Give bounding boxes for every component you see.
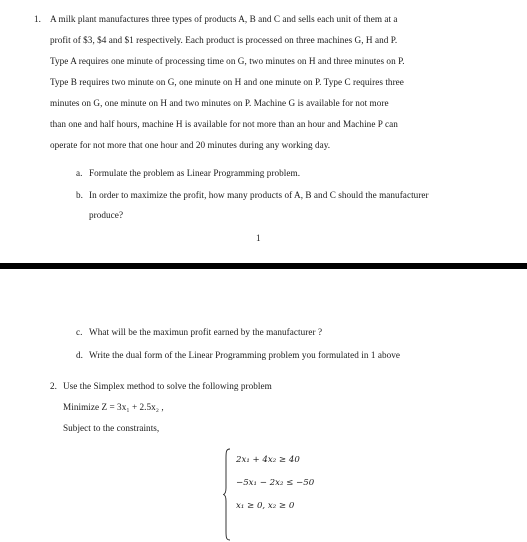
part-label: c. [76,327,83,337]
page-number: 1 [256,233,261,243]
non-negativity: x₁ ≥ 0, x₂ ≥ 0 [236,501,295,511]
part-c-text: What will be the maximun profit earned by the manufacturer ? [89,327,323,337]
problem-line: minutes on G, one minute on H and two minutes on P. Machine G is available for not more [50,98,389,108]
objective-function: Minimize Z = 3x₁ + 2.5x₂ , [63,402,164,412]
problem-line: Type B requires two minute on G, one minute on H and one minute on P. Type C requires three [50,77,404,87]
problem-line: profit of $3, $4 and $1 respectively. Each product is processed on three machines G, H and P. [50,35,398,45]
question-number: 1. [34,14,41,24]
q2-intro: Use the Simplex method to solve the following problem [63,381,272,391]
constraints-heading: Subject to the constraints, [63,423,160,433]
part-d-text: Write the dual form of the Linear Programming problem you formulated in 1 above [89,350,401,360]
part-a-text: Formulate the problem as Linear Programming problem. [89,168,301,178]
question-number: 2. [50,381,57,391]
part-b-text: produce? [89,210,124,220]
part-b-text: In order to maximize the profit, how many products of A, B and C should the manufacturer [89,190,429,200]
part-label: a. [76,168,83,178]
problem-line: operate for not more that one hour and 20 minutes during any working day. [50,140,331,150]
problem-line: A milk plant manufactures three types of products A, B and C and sells each unit of them at a [50,14,398,24]
problem-line: Type A requires one minute of processing time on G, two minutes on H and three minutes on P. [50,56,405,66]
page-divider [0,263,527,269]
constraint-2: −5x₁ − 2x₂ ≤ −50 [236,478,315,488]
constraint-1: 2x₁ + 4x₂ ≥ 40 [236,455,300,465]
part-label: b. [76,190,83,200]
left-brace [223,448,231,541]
problem-line: than one and half hours, machine H is available for not more than an hour and Machine P can [50,119,398,129]
part-label: d. [76,350,83,360]
